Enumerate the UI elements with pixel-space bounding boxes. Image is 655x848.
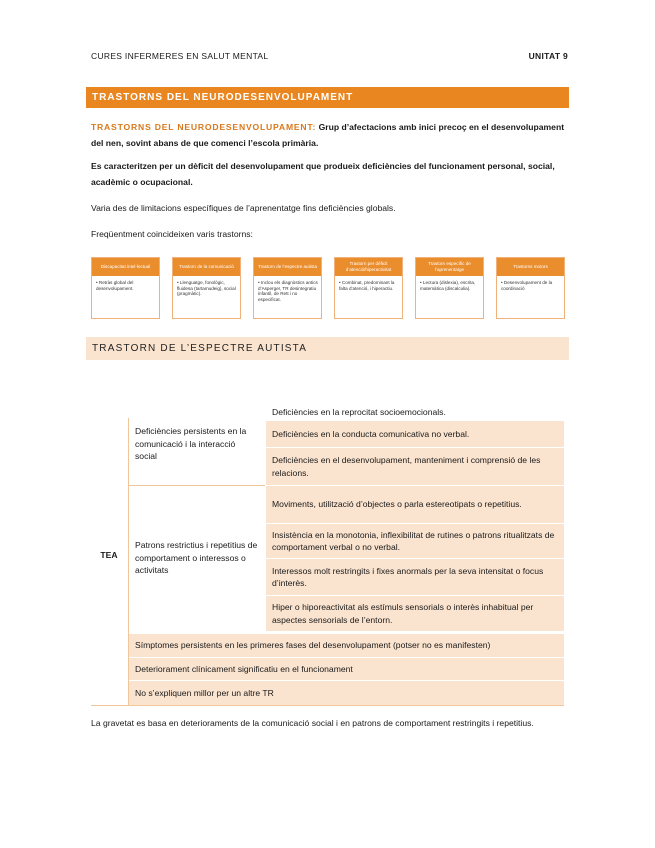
disorder-box-title: Trastorn específic de l’aprenentatge: [416, 258, 483, 276]
criterion-extra: Deteriorament clínicament significatiu en el funcionament: [129, 658, 564, 681]
disorder-box: [253, 257, 322, 319]
disorder-box: [91, 257, 160, 319]
table-rule: [129, 485, 265, 486]
criteria-group-restrictive: Patrons restrictius i repetitius de comportament o interessos o activitats: [129, 486, 265, 630]
criterion-item: Hiper o hiporeactivitat als estímuls sensorials o interès inhabitual per aspectes sensorials de l’entorn.: [266, 596, 564, 632]
intro-text: Grup d’afectacions amb inici precoç en el desenvolupament del nen, sovint abans de que comenci l’escola primària.: [91, 122, 565, 148]
paragraph-range: Varia des de limitacions específiques de l’aprenentatge fins deficiències globals.: [91, 203, 396, 213]
criterion-item: Deficiències en la conducta comunicativa no verbal.: [266, 421, 564, 448]
criteria-group-social: Deficiències persistents en la comunicació i la interacció social: [129, 418, 265, 470]
disorder-box-body: • Desenvolupament de la coordinació: [501, 280, 553, 291]
header-unit: UNITAT 9: [528, 51, 568, 61]
paragraph-comorbidity: Freqüentment coincideixen varis trastorns:: [91, 229, 253, 239]
intro-lead: TRASTORNS DEL NEURODESENVOLUPAMENT:: [91, 122, 317, 132]
criterion-item: Moviments, utilització d’objectes o parla estereotipats o repetitius.: [266, 486, 564, 524]
disorder-box: [172, 257, 241, 319]
disorder-box-body: • Lectura (dislexia), escrita, matemàtica (discalculia).: [420, 280, 476, 291]
criterion-item: Deficiències en la reprocitat socioemocionals.: [266, 404, 564, 421]
tea-label: TEA: [100, 550, 118, 560]
criterion-extra: No s’expliquen millor per un altre TR: [129, 681, 564, 706]
paragraph-characteristics: Es caracteritzen per un dèficit del desenvolupament que produeix deficiències del funcionament personal, social, acadèmic o ocupacional.: [91, 161, 555, 187]
disorder-box: [496, 257, 565, 319]
disorder-box-title: Trastorn de l’espectre autista: [254, 258, 321, 276]
disorder-box-body: • Combinat, predominant la falta d’atenció, i hiperactiu.: [339, 280, 395, 291]
criterion-item: Insistència en la monotonia, inflexibilitat de rutines o patrons ritualitzats de comportament verbal o no verbal.: [266, 524, 564, 559]
section-heading-autism: TRASTORN DE L’ESPECTRE AUTISTA: [86, 337, 569, 360]
disorder-box-title: Discapacitat intel·lectual: [92, 258, 159, 276]
disorders-overview: [91, 257, 567, 319]
criterion-item: Deficiències en el desenvolupament, manteniment i comprensió de les relacions.: [266, 448, 564, 486]
disorder-box: [334, 257, 403, 319]
tea-criteria-table: [91, 404, 564, 706]
criterion-extra: Símptomes persistents en les primeres fases del desenvolupament (potser no es manifesten): [129, 634, 564, 658]
disorder-box-title: Trastorns motors: [497, 258, 564, 276]
disorder-box-title: Trastorn de la comunicació: [173, 258, 240, 276]
disorder-box-body: • Retràs global del desenvolupament.: [96, 280, 134, 291]
header-course: CURES INFERMERES EN SALUT MENTAL: [91, 51, 269, 61]
severity-note: La gravetat es basa en deterioraments de la comunicació social i en patrons de comportament restringits i repetitius.: [91, 718, 534, 728]
criterion-item: Interessos molt restringits i fixes anormals per la seva intensitat o focus d’interès.: [266, 559, 564, 596]
table-rule: [128, 418, 129, 705]
disorder-box-title: Trastorn per dèficit d’atenció/hiperactivitat: [335, 258, 402, 276]
disorder-box: [415, 257, 484, 319]
disorder-box-body: • Llenguatge, fonològic, fluidesa (tartamudeig), social (pragmàtic).: [177, 280, 236, 297]
table-rule: [91, 705, 564, 706]
disorder-box-body: • Inclou els diagnòstics antics d’Asperger, TR desintegratiu infantil, de Rett i no especificat.: [258, 280, 318, 302]
intro-paragraph: [91, 120, 569, 151]
section-banner: TRASTORNS DEL NEURODESENVOLUPAMENT: [86, 87, 569, 108]
